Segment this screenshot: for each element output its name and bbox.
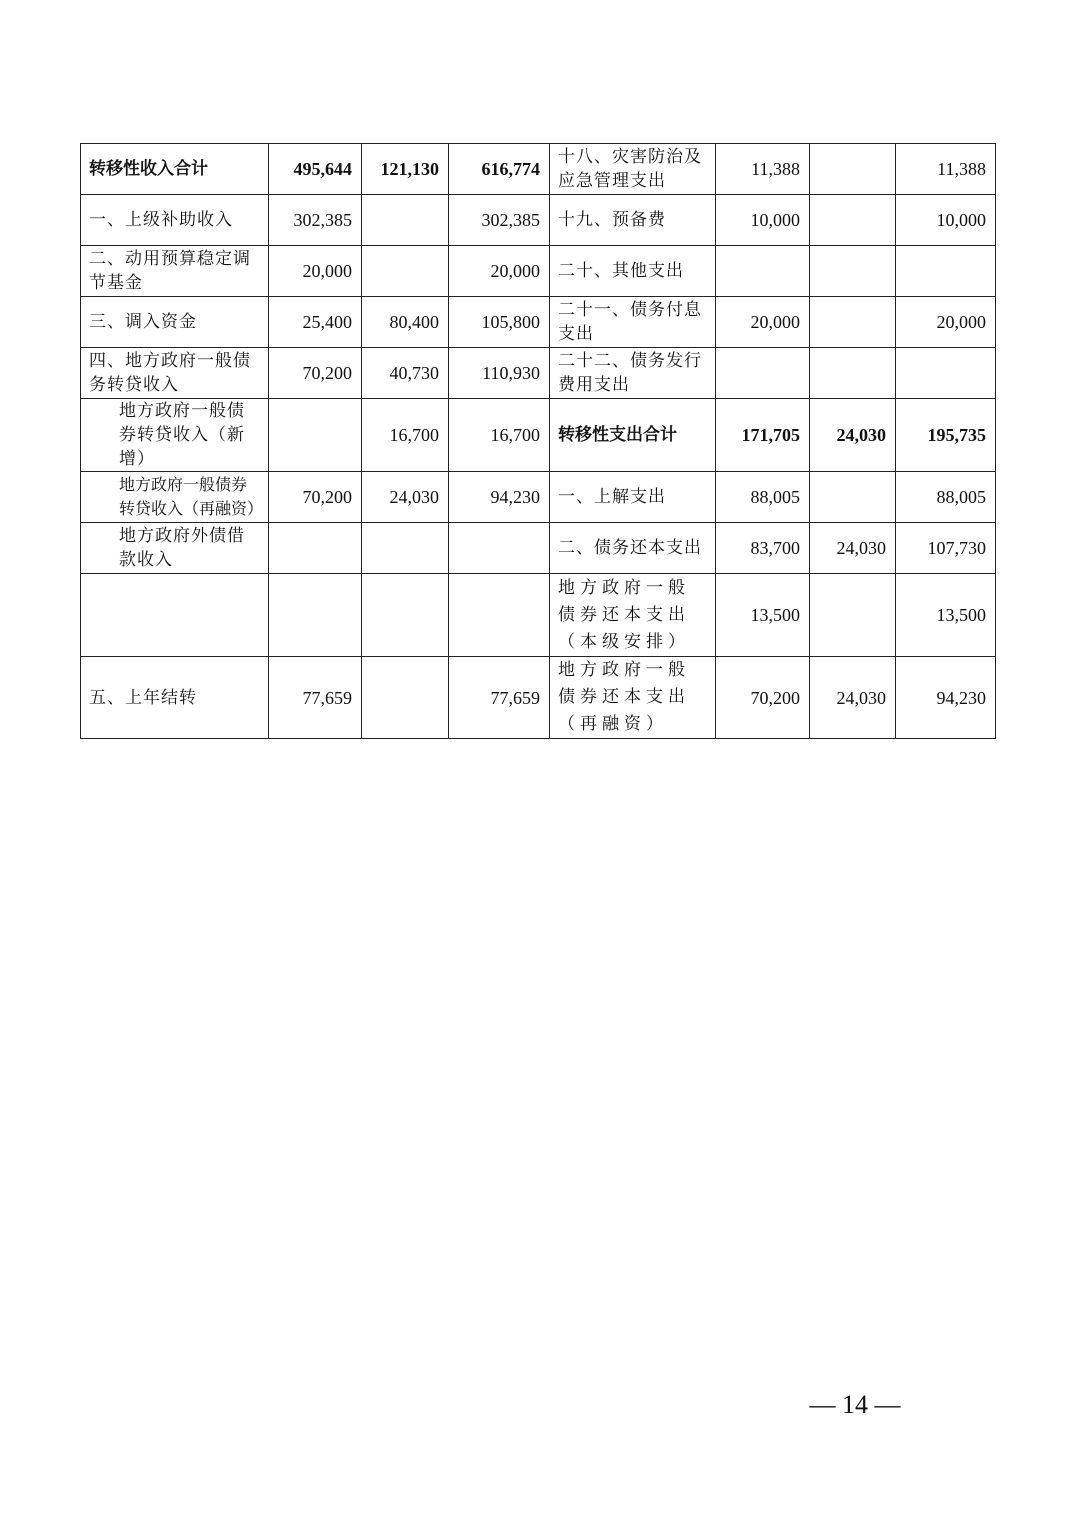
income-label: 地方政府一般债券转贷收入（再融资） — [81, 472, 269, 523]
income-label: 三、调入资金 — [81, 297, 269, 348]
income-label — [81, 574, 269, 657]
income-value-b — [362, 523, 449, 574]
expense-label: 十九、预备费 — [550, 195, 716, 246]
income-value-a: 495,644 — [269, 144, 362, 195]
income-value-b: 16,700 — [362, 399, 449, 472]
table-row — [81, 574, 996, 657]
expense-value-a: 20,000 — [716, 297, 810, 348]
income-value-a: 77,659 — [269, 657, 362, 739]
expense-value-b: 24,030 — [810, 523, 896, 574]
income-label: 转移性收入合计 — [81, 144, 269, 195]
expense-value-a: 10,000 — [716, 195, 810, 246]
income-value-a: 25,400 — [269, 297, 362, 348]
expense-label: 一、上解支出 — [550, 472, 716, 523]
income-label: 地方政府一般债券转贷收入（新增） — [81, 399, 269, 472]
table-row — [81, 246, 996, 297]
expense-total: 10,000 — [896, 195, 996, 246]
expense-label: 地方政府一般债券还本支出（本级安排） — [550, 574, 716, 657]
expense-value-b: 24,030 — [810, 657, 896, 739]
table-row — [81, 523, 996, 574]
table-row — [81, 657, 996, 739]
expense-label: 地方政府一般债券还本支出（再融资） — [550, 657, 716, 739]
expense-total: 11,388 — [896, 144, 996, 195]
expense-value-a — [716, 246, 810, 297]
income-total: 105,800 — [449, 297, 550, 348]
income-value-a: 70,200 — [269, 348, 362, 399]
expense-value-b — [810, 246, 896, 297]
budget-table — [80, 143, 996, 739]
table-row — [81, 472, 996, 523]
income-value-a: 20,000 — [269, 246, 362, 297]
expense-label: 转移性支出合计 — [550, 399, 716, 472]
income-value-b — [362, 195, 449, 246]
income-total: 110,930 — [449, 348, 550, 399]
income-total: 94,230 — [449, 472, 550, 523]
expense-total: 107,730 — [896, 523, 996, 574]
expense-value-b — [810, 348, 896, 399]
expense-value-b — [810, 297, 896, 348]
income-value-a — [269, 574, 362, 657]
expense-total: 20,000 — [896, 297, 996, 348]
income-total: 302,385 — [449, 195, 550, 246]
expense-value-a: 11,388 — [716, 144, 810, 195]
expense-value-b: 24,030 — [810, 399, 896, 472]
expense-value-a: 171,705 — [716, 399, 810, 472]
table-row — [81, 399, 996, 472]
expense-total: 88,005 — [896, 472, 996, 523]
income-label: 四、地方政府一般债务转贷收入 — [81, 348, 269, 399]
income-value-b: 40,730 — [362, 348, 449, 399]
income-label: 一、上级补助收入 — [81, 195, 269, 246]
expense-value-b — [810, 574, 896, 657]
income-value-b — [362, 574, 449, 657]
expense-label: 二十一、债务付息支出 — [550, 297, 716, 348]
expense-total: 94,230 — [896, 657, 996, 739]
expense-value-a: 88,005 — [716, 472, 810, 523]
income-value-b — [362, 246, 449, 297]
expense-label: 二十二、债务发行费用支出 — [550, 348, 716, 399]
income-value-a — [269, 399, 362, 472]
expense-total: 13,500 — [896, 574, 996, 657]
page-number: — 14 — — [809, 1390, 901, 1419]
expense-label: 十八、灾害防治及应急管理支出 — [550, 144, 716, 195]
income-value-a — [269, 523, 362, 574]
table-row — [81, 348, 996, 399]
table-row — [81, 144, 996, 195]
expense-value-b — [810, 195, 896, 246]
table-row — [81, 195, 996, 246]
income-label: 地方政府外债借款收入 — [81, 523, 269, 574]
income-total: 16,700 — [449, 399, 550, 472]
income-total: 616,774 — [449, 144, 550, 195]
income-label: 五、上年结转 — [81, 657, 269, 739]
expense-label: 二、债务还本支出 — [550, 523, 716, 574]
income-value-b: 24,030 — [362, 472, 449, 523]
expense-value-a — [716, 348, 810, 399]
income-total: 20,000 — [449, 246, 550, 297]
expense-total: 195,735 — [896, 399, 996, 472]
income-total — [449, 574, 550, 657]
income-value-a: 302,385 — [269, 195, 362, 246]
expense-value-a: 83,700 — [716, 523, 810, 574]
expense-value-a: 13,500 — [716, 574, 810, 657]
table-row — [81, 297, 996, 348]
income-value-b: 80,400 — [362, 297, 449, 348]
income-label: 二、动用预算稳定调节基金 — [81, 246, 269, 297]
expense-value-a: 70,200 — [716, 657, 810, 739]
income-value-a: 70,200 — [269, 472, 362, 523]
income-total: 77,659 — [449, 657, 550, 739]
income-value-b: 121,130 — [362, 144, 449, 195]
expense-total — [896, 348, 996, 399]
expense-total — [896, 246, 996, 297]
expense-label: 二十、其他支出 — [550, 246, 716, 297]
expense-value-b — [810, 472, 896, 523]
income-total — [449, 523, 550, 574]
income-value-b — [362, 657, 449, 739]
expense-value-b — [810, 144, 896, 195]
